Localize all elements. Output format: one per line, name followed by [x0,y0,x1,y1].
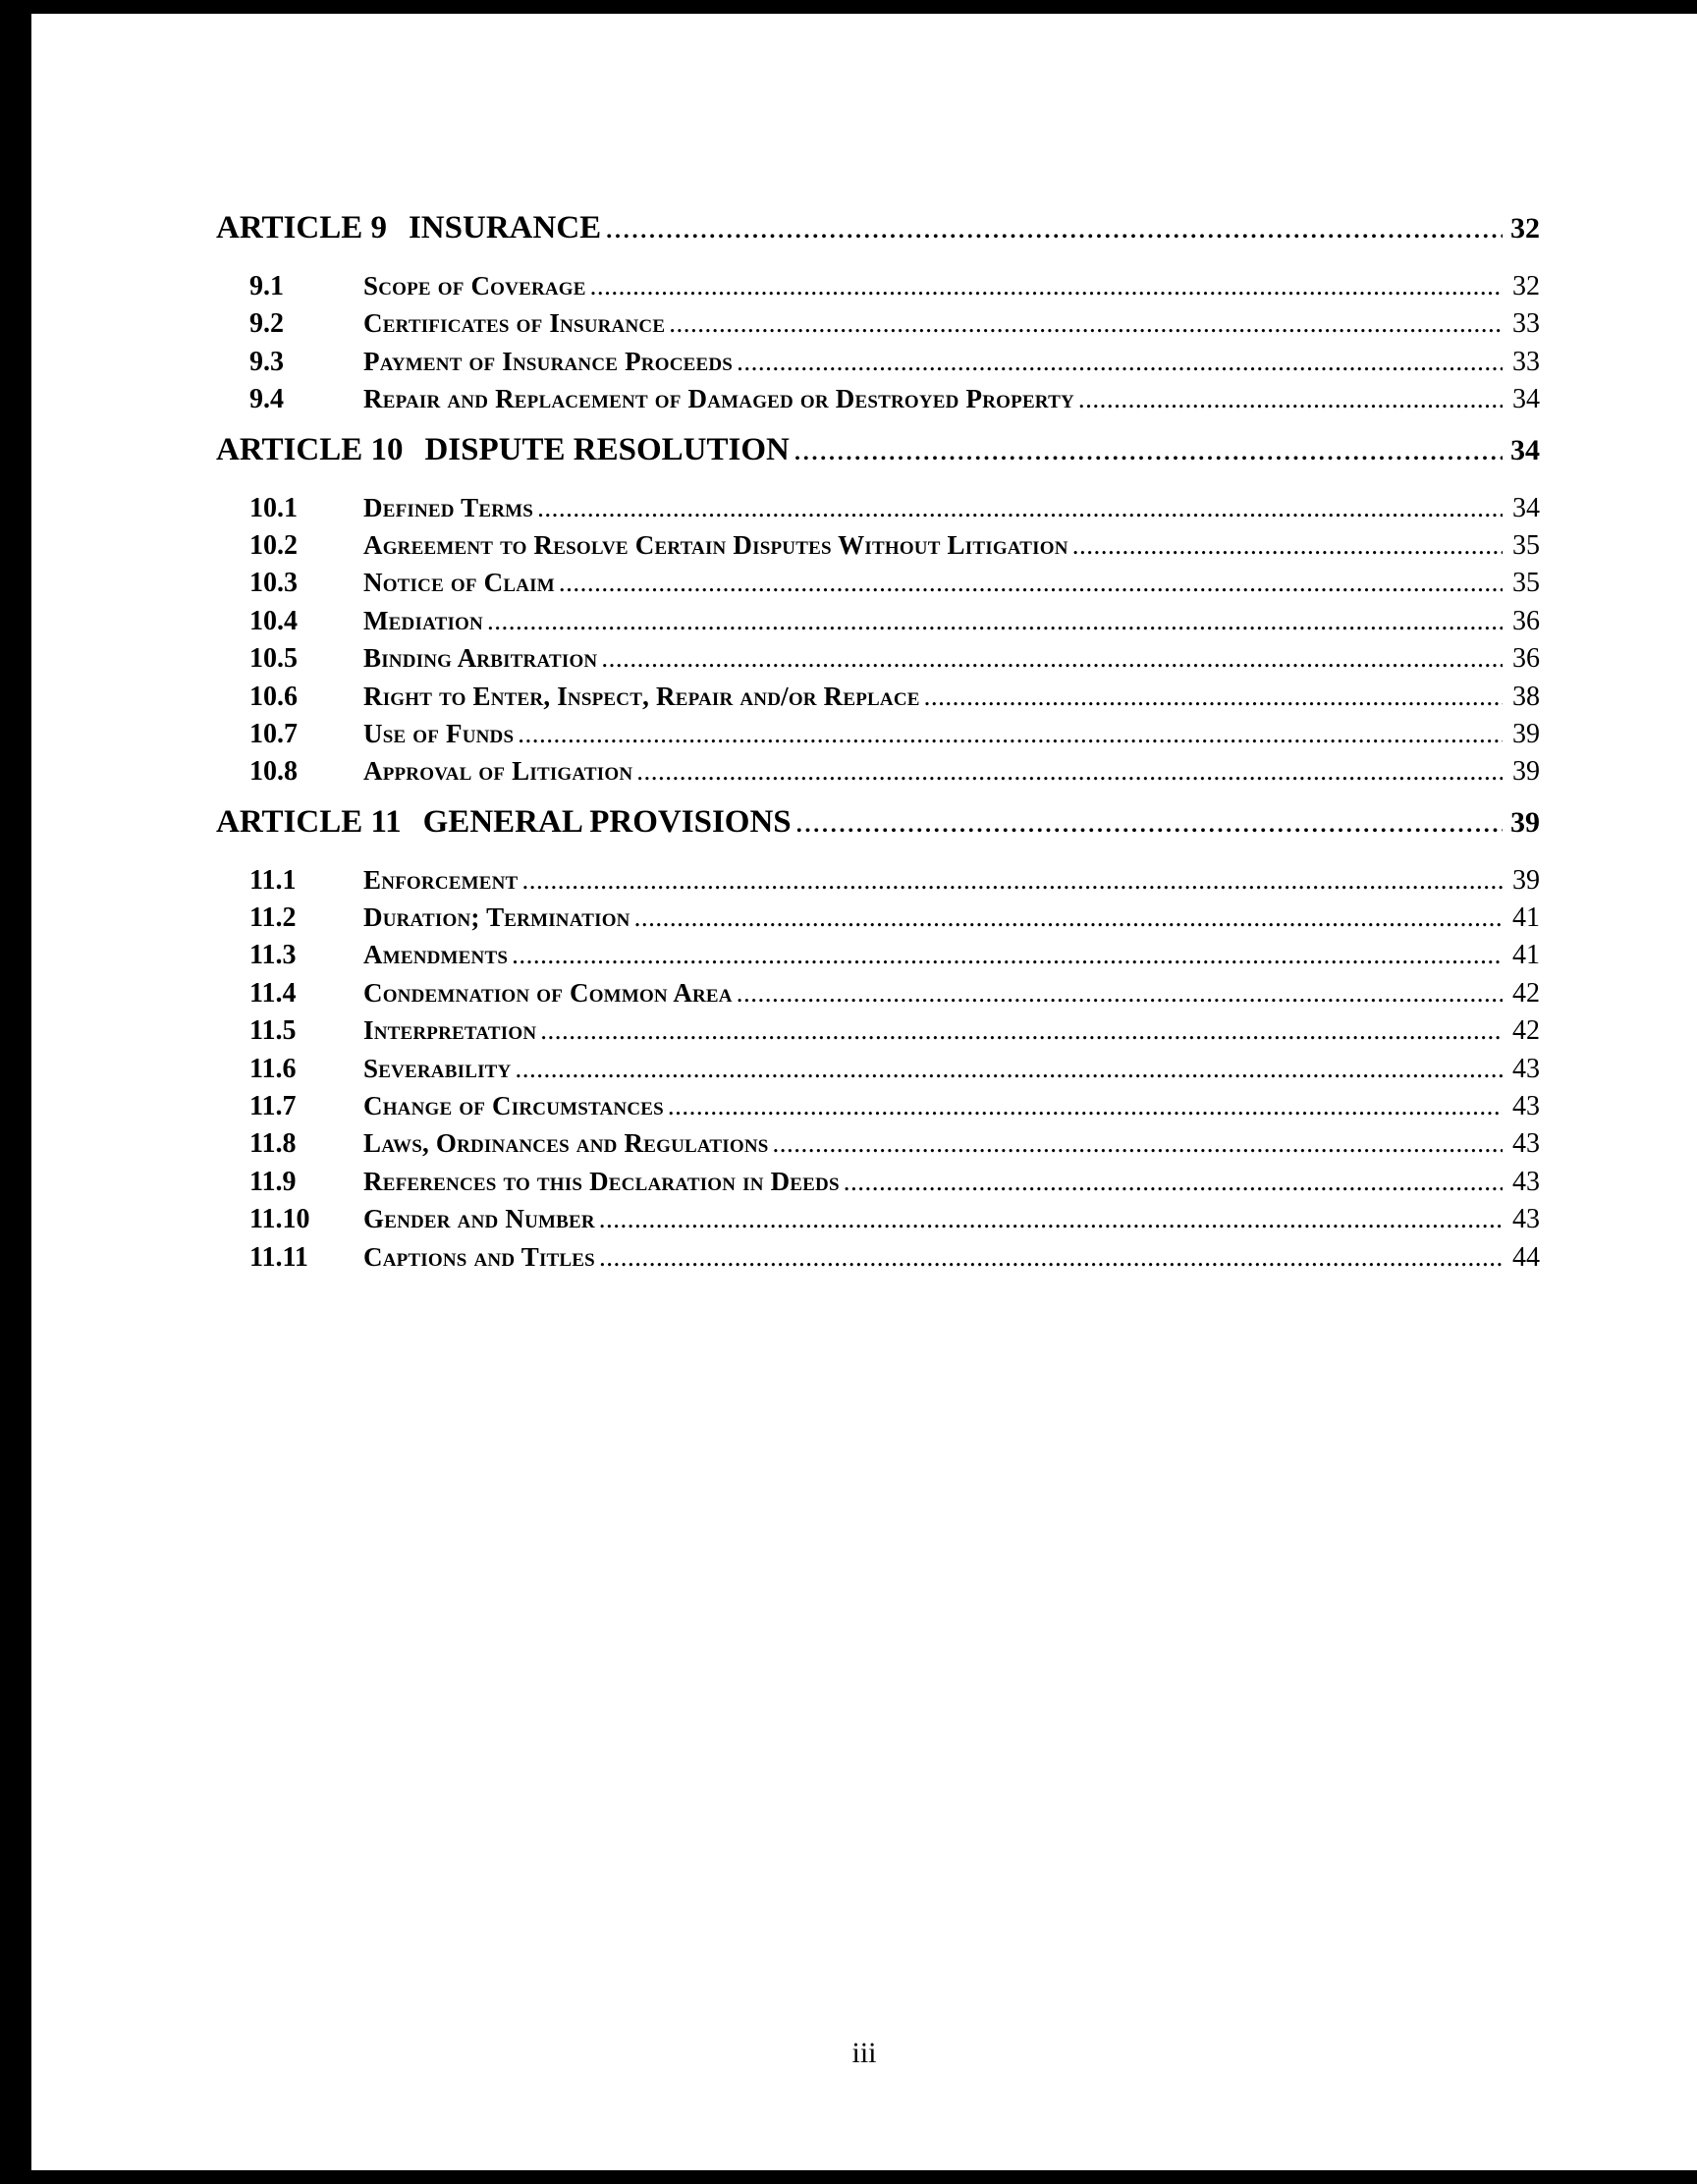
section-title: Condemnation of Common Area [363,977,733,1008]
section-page-number: 33 [1512,346,1540,377]
section-title: Enforcement [363,864,519,895]
section-number: 11.1 [249,864,297,896]
section-number: 9.4 [249,384,284,415]
section-number: 11.6 [249,1053,297,1084]
section-page-number: 35 [1512,568,1540,599]
dot-leader [737,347,1503,377]
section-page-number: 38 [1512,681,1540,712]
article-title: INSURANCE [408,210,602,246]
section-page-number: 33 [1512,308,1540,340]
section-title: Agreement to Resolve Certain Disputes Without Litigation [363,529,1068,560]
section-number: 9.1 [249,271,284,301]
dot-leader [1078,384,1503,414]
section-title: Laws, Ordinances and Regulations [363,1128,769,1159]
section-title: Severability [363,1053,512,1083]
section-number: 9.2 [249,308,284,340]
article-page-number: 34 [1510,433,1540,466]
dot-leader [737,978,1503,1009]
section-number: 11.10 [249,1204,310,1235]
section-number: 10.4 [249,605,298,636]
section-title: Defined Terms [363,492,534,522]
section-number: 10.2 [249,529,298,561]
section-page-number: 43 [1512,1128,1540,1160]
article-number: ARTICLE 10 [216,431,404,467]
section-number: 10.3 [249,568,298,599]
dot-leader [669,308,1503,339]
dot-leader [590,271,1503,301]
section-number: 11.3 [249,940,297,971]
section-title: Interpretation [363,1015,537,1046]
section-number: 10.6 [249,681,298,712]
toc-section-entry [216,682,1540,719]
table-of-contents [216,210,1540,1280]
section-title: Repair and Replacement of Damaged or Destroyed Property [363,384,1074,414]
dot-leader [605,210,1503,246]
article-title: DISPUTE RESOLUTION [424,431,790,467]
section-number: 11.11 [249,1241,308,1273]
section-page-number: 39 [1512,864,1540,896]
section-page-number: 43 [1512,1204,1540,1235]
toc-section-entry [216,902,1540,940]
section-page-number: 34 [1512,492,1540,523]
section-number: 10.7 [249,718,298,749]
section-page-number: 39 [1512,718,1540,749]
section-title: Right to Enter, Inspect, Repair and/or Replace [363,681,920,711]
toc-section-entry [216,347,1540,384]
toc-section-entry [216,1091,1540,1128]
section-page-number: 44 [1512,1241,1540,1273]
dot-leader [559,568,1503,598]
section-number: 11.4 [249,977,297,1009]
section-number: 10.8 [249,756,298,788]
section-page-number: 43 [1512,1091,1540,1122]
dot-leader [636,756,1503,787]
toc-section-entry [216,271,1540,308]
toc-section-entry [216,756,1540,793]
dot-leader [794,432,1503,468]
dot-leader [599,1204,1503,1234]
section-number: 11.9 [249,1166,297,1197]
section-title: References to this Declaration in Deeds [363,1166,840,1196]
toc-section-entry [216,865,1540,902]
toc-section-entry [216,1015,1540,1053]
article-page-number: 32 [1510,212,1540,245]
dot-leader [601,643,1503,674]
dot-leader [487,606,1503,636]
section-title: Use of Funds [363,718,515,748]
article-page-number: 39 [1510,805,1540,839]
section-number: 11.2 [249,902,297,934]
toc-section-entry [216,978,1540,1015]
section-number: 11.7 [249,1091,297,1122]
section-title: Approval of Litigation [363,756,633,787]
dot-leader [518,719,1503,749]
page-number: iii [851,2037,877,2069]
toc-section-entry [216,1167,1540,1204]
section-number: 10.1 [249,492,298,523]
section-page-number: 32 [1512,271,1540,301]
dot-leader [515,1054,1503,1084]
dot-leader [844,1167,1503,1197]
toc-section-entry [216,493,1540,530]
section-page-number: 43 [1512,1166,1540,1197]
dot-leader [795,804,1503,841]
toc-section-entry [216,1242,1540,1280]
article-number: ARTICLE 11 [216,803,402,840]
section-page-number: 41 [1512,902,1540,934]
section-title: Payment of Insurance Proceeds [363,346,734,376]
dot-leader [668,1091,1503,1121]
section-title: Gender and Number [363,1204,595,1234]
toc-article-heading [216,210,1540,257]
section-page-number: 36 [1512,605,1540,636]
section-title: Mediation [363,605,483,635]
section-title: Captions and Titles [363,1241,595,1272]
dot-leader [540,1015,1503,1046]
section-title: Scope of Coverage [363,271,586,300]
toc-section-entry [216,940,1540,977]
section-page-number: 43 [1512,1053,1540,1084]
toc-section-entry [216,606,1540,643]
toc-section-entry [216,308,1540,346]
section-title: Binding Arbitration [363,643,598,674]
toc-section-entry [216,1128,1540,1166]
article-title: GENERAL PROVISIONS [422,803,792,840]
section-title: Duration; Termination [363,902,630,933]
toc-section-entry [216,1204,1540,1241]
section-number: 10.5 [249,643,298,675]
dot-leader [512,940,1503,970]
section-page-number: 35 [1512,529,1540,561]
toc-article-heading [216,432,1540,479]
section-title: Change of Circumstances [363,1091,664,1121]
dot-leader [1072,530,1503,561]
section-number: 9.3 [249,346,284,377]
article-number: ARTICLE 9 [216,210,387,246]
toc-section-entry [216,384,1540,421]
section-number: 11.8 [249,1128,297,1160]
section-number: 11.5 [249,1015,297,1047]
dot-leader [599,1242,1503,1273]
toc-section-entry [216,1054,1540,1091]
section-title: Notice of Claim [363,568,555,598]
toc-section-entry [216,568,1540,605]
toc-section-entry [216,530,1540,568]
toc-section-entry [216,719,1540,756]
section-page-number: 41 [1512,940,1540,971]
section-page-number: 42 [1512,1015,1540,1047]
dot-leader [634,902,1503,933]
section-title: Certificates of Insurance [363,308,666,339]
dot-leader [924,682,1503,712]
section-page-number: 39 [1512,756,1540,788]
document-page [31,14,1697,2170]
section-page-number: 36 [1512,643,1540,675]
dot-leader [521,865,1503,896]
section-page-number: 42 [1512,977,1540,1009]
toc-article-heading [216,804,1540,851]
section-title: Amendments [363,940,509,970]
toc-section-entry [216,643,1540,681]
dot-leader [537,493,1503,523]
dot-leader [773,1128,1503,1159]
section-page-number: 34 [1512,384,1540,415]
